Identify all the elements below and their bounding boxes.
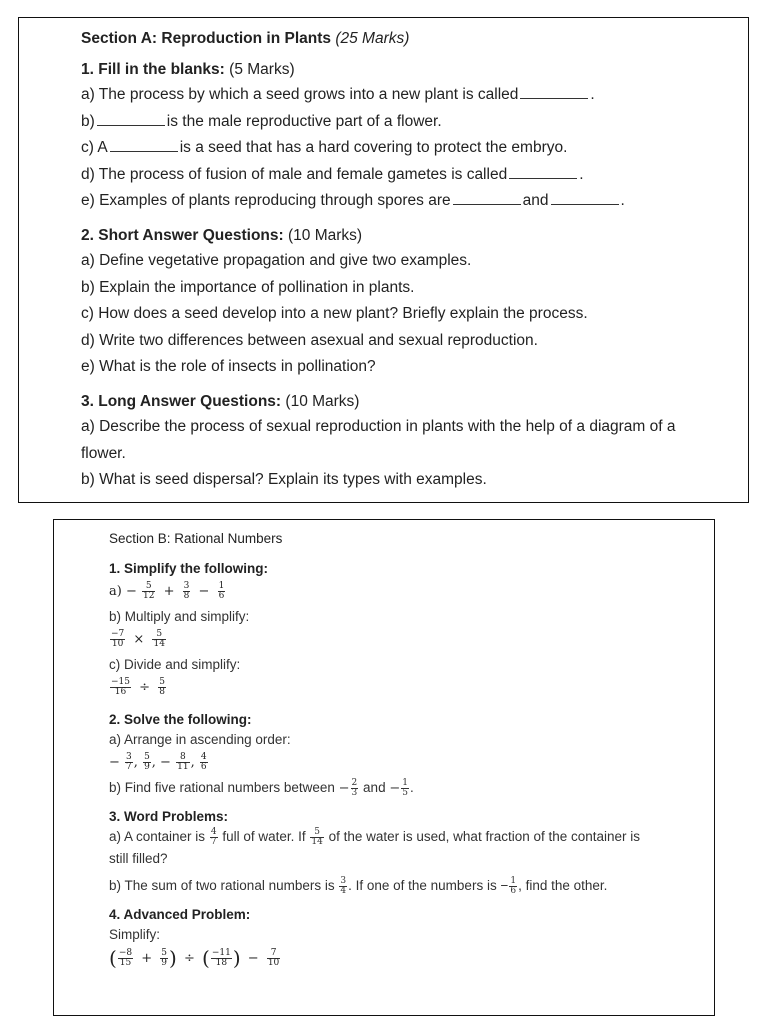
q1-item-a: a) The process by which a seed grows into a new plant is called .: [81, 86, 595, 103]
b-q4-heading: 4. Advanced Problem:: [109, 907, 251, 922]
fraction: $\frac{3}{4}$: [340, 876, 347, 896]
q2-item-e: e) What is the role of insects in pollination?: [81, 358, 376, 376]
blank-line: [509, 167, 577, 179]
b-q3-heading: 3. Word Problems:: [109, 809, 229, 824]
fraction: $\frac{5}{14}$: [311, 827, 323, 847]
fraction: $\frac{5}{9}$: [161, 947, 168, 968]
b-q1-item-a: a) − $\frac{5}{12}$ + $\frac{3}{8}$ − $\frac{1}{6}$: [109, 581, 225, 601]
q3-heading: 3. Long Answer Questions: (10 Marks): [81, 392, 360, 410]
b-q3-item-b: b) The sum of two rational numbers is $\frac{3}{4}$ . If one of the numbers is − $\frac{1}{6}$ , find the other.: [109, 876, 608, 896]
blank-line: [551, 193, 619, 205]
blank-line: [110, 140, 178, 152]
fraction: $\frac{5}{9}$: [144, 752, 150, 772]
q3-item-b: b) What is seed dispersal? Explain its types with examples.: [81, 471, 487, 489]
fraction: $\frac{3}{7}$: [126, 752, 132, 772]
fraction: $\frac{-11}{18}$: [211, 947, 231, 968]
b-q4-text: Simplify:: [109, 927, 161, 942]
fraction: $\frac{-8}{15}$: [118, 947, 133, 968]
q1-item-c: c) A is a seed that has a hard covering to protect the embryo.: [81, 139, 568, 157]
section-b-title: Section B: Rational Numbers: [109, 531, 283, 546]
q2-item-d: d) Write two differences between asexual and sexual reproduction.: [81, 331, 538, 349]
fraction: $\frac{1}{5}$: [402, 778, 408, 798]
q1-heading: 1. Fill in the blanks: (5 Marks): [81, 61, 295, 78]
fraction: $\frac{-7}{10}$: [111, 629, 125, 649]
fraction: $\frac{7}{10}$: [267, 947, 280, 968]
fraction: $\frac{4}{7}$: [210, 827, 217, 847]
blank-line: [520, 87, 588, 99]
b-q2-item-b: b) Find five rational numbers between − $\frac{2}{3}$ and − $\frac{1}{5}$ .: [109, 778, 414, 798]
q1-item-e: e) Examples of plants reproducing through spores are and .: [81, 192, 625, 210]
q2-heading: 2. Short Answer Questions: (10 Marks): [81, 226, 363, 244]
q2-item-a: a) Define vegetative propagation and give two examples.: [81, 251, 472, 269]
b-q1-item-b: b) Multiply and simplify:: [109, 609, 250, 624]
b-q1-item-c-expr: $\frac{-15}{16}$ ÷ $\frac{5}{8}$: [111, 677, 165, 697]
fraction: $\frac{2}{3}$: [351, 778, 358, 798]
b-q3-item-a-cont: still filled?: [109, 851, 168, 866]
q2-item-c: c) How does a seed develop into a new plant? Briefly explain the process.: [81, 305, 588, 323]
fraction: $\frac{4}{6}$: [200, 752, 207, 772]
fraction: $\frac{3}{8}$: [183, 581, 190, 601]
section-a-box: [18, 17, 749, 503]
q2-item-b: b) Explain the importance of pollination in plants.: [81, 278, 415, 296]
b-q2-item-a: a) Arrange in ascending order:: [109, 732, 291, 747]
q1-item-d: d) The process of fusion of male and female gametes is called .: [81, 165, 584, 183]
q1-item-b: b) is the male reproductive part of a flower.: [81, 112, 442, 130]
b-q3-item-a: a) A container is $\frac{4}{7}$ full of water. If $\frac{5}{14}$ of the water is used, what fraction of the container is: [109, 827, 641, 847]
q3-item-a: a) Describe the process of sexual reproduction in plants with the help of a diagram of a: [81, 417, 676, 435]
section-a-title: Section A: Reproduction in Plants (25 Marks): [81, 30, 410, 47]
section-b-box: [53, 519, 715, 1016]
fraction: $\frac{5}{14}$: [153, 629, 165, 649]
b-q1-item-b-expr: $\frac{-7}{10}$ × $\frac{5}{14}$: [111, 629, 165, 649]
b-q4-expr: ( $\frac{-8}{15}$ + $\frac{5}{9}$ ) ÷ ( $\frac{-11}{18}$ ) − $\frac{7}{10}$: [109, 946, 280, 970]
b-q2-heading: 2. Solve the following:: [109, 712, 252, 727]
b-q2-item-a-expr: − $\frac{3}{7}$ , $\frac{5}{9}$ , − $\frac{8}{11}$ , $\frac{4}{6}$: [109, 752, 207, 772]
fraction: $\frac{5}{8}$: [159, 677, 165, 697]
fraction: $\frac{5}{12}$: [143, 581, 155, 601]
q3-item-a-cont: flower.: [81, 444, 126, 462]
b-q1-item-c: c) Divide and simplify:: [109, 657, 241, 672]
fraction: $\frac{8}{11}$: [177, 752, 189, 772]
b-q1-heading: 1. Simplify the following:: [109, 561, 269, 576]
blank-line: [97, 114, 165, 126]
fraction: $\frac{-15}{16}$: [111, 677, 130, 697]
fraction: $\frac{1}{6}$: [218, 581, 225, 601]
fraction: $\frac{1}{6}$: [510, 876, 517, 896]
blank-line: [453, 193, 521, 205]
section-a-marks: (25 Marks): [335, 30, 410, 47]
